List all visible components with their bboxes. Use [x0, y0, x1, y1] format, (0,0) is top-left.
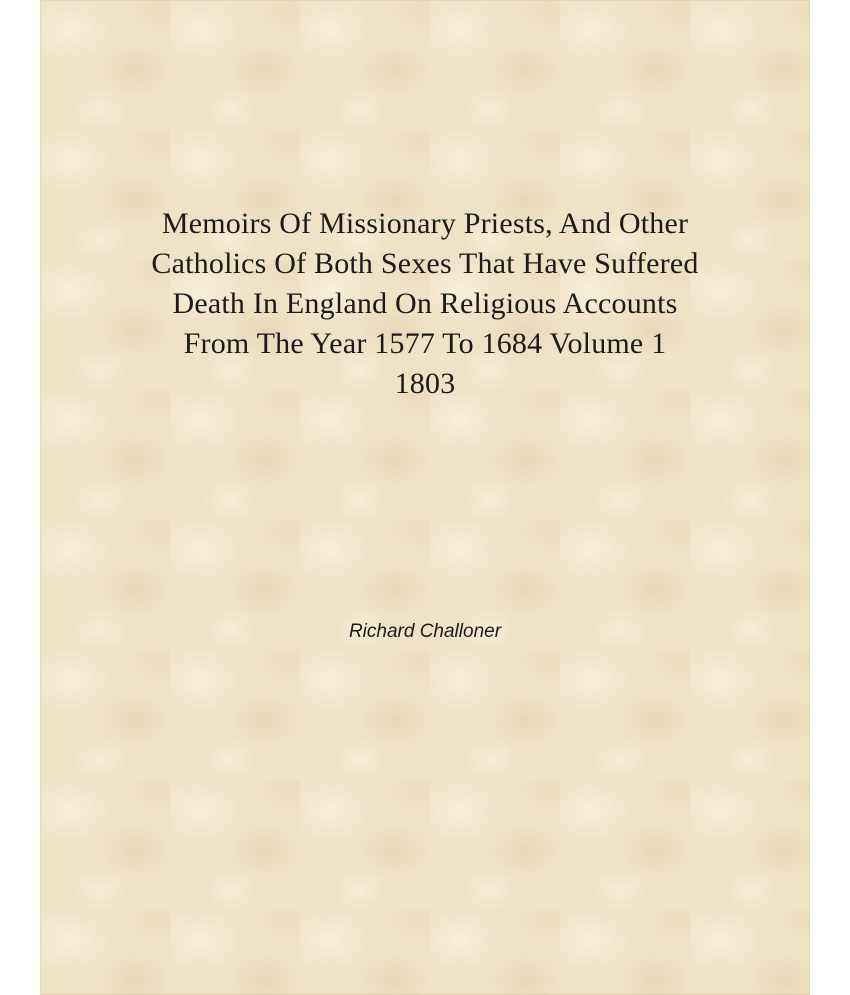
title-line: 1803 [394, 367, 456, 400]
book-title [40, 204, 810, 404]
book-cover [40, 0, 810, 995]
title-line: From The Year 1577 To 1684 Volume 1 [183, 327, 667, 360]
title-line: Death In England On Religious Accounts [172, 287, 678, 320]
book-author: Richard Challoner [348, 621, 502, 642]
title-line: Memoirs Of Missionary Priests, And Other [161, 207, 689, 240]
title-line: Catholics Of Both Sexes That Have Suffered [151, 247, 699, 280]
